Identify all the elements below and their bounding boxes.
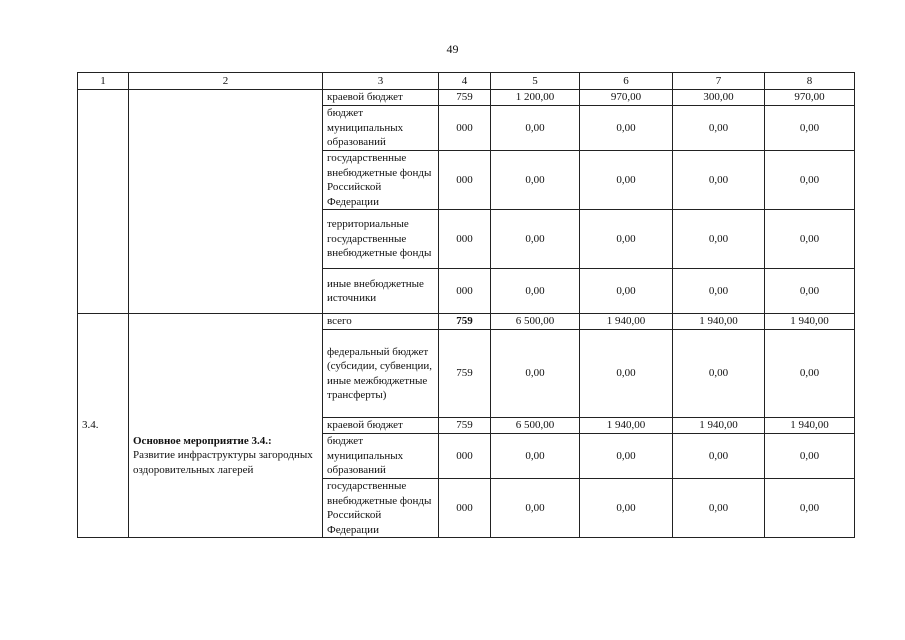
value-cell: 0,00 bbox=[673, 330, 765, 418]
value-cell: 1 940,00 bbox=[673, 418, 765, 434]
value-cell: 1 940,00 bbox=[580, 418, 673, 434]
source-cell: государственные внебюджетные фонды Российской Федерации bbox=[323, 151, 439, 210]
code-cell: 759 bbox=[439, 418, 491, 434]
source-cell: государственные внебюджетные фонды Российской Федерации bbox=[323, 479, 439, 538]
source-cell: краевой бюджет bbox=[323, 90, 439, 106]
value-cell: 0,00 bbox=[491, 330, 580, 418]
value-cell: 0,00 bbox=[765, 106, 855, 151]
header-cell: 5 bbox=[491, 73, 580, 90]
measure-description: Развитие инфраструктуры загородных оздоровительных лагерей bbox=[133, 449, 313, 476]
item-id-cell bbox=[78, 90, 129, 314]
value-cell: 0,00 bbox=[491, 151, 580, 210]
source-cell: бюджет муниципальных образований bbox=[323, 434, 439, 479]
item-description-cell bbox=[129, 90, 323, 314]
value-cell: 1 200,00 bbox=[491, 90, 580, 106]
value-cell: 0,00 bbox=[673, 434, 765, 479]
value-cell: 1 940,00 bbox=[580, 314, 673, 330]
value-cell: 970,00 bbox=[580, 90, 673, 106]
table-row bbox=[78, 90, 855, 106]
value-cell: 300,00 bbox=[673, 90, 765, 106]
value-cell: 0,00 bbox=[673, 269, 765, 314]
header-cell: 8 bbox=[765, 73, 855, 90]
source-cell: бюджет муниципальных образований bbox=[323, 106, 439, 151]
table-row bbox=[78, 314, 855, 330]
value-cell: 0,00 bbox=[673, 106, 765, 151]
value-cell: 0,00 bbox=[580, 269, 673, 314]
value-cell: 6 500,00 bbox=[491, 418, 580, 434]
value-cell: 0,00 bbox=[491, 210, 580, 269]
measure-title: Основное мероприятие 3.4.: bbox=[133, 434, 272, 447]
page-number: 49 bbox=[446, 42, 459, 56]
value-cell: 1 940,00 bbox=[673, 314, 765, 330]
value-cell: 0,00 bbox=[765, 151, 855, 210]
source-cell: всего bbox=[323, 314, 439, 330]
value-cell: 0,00 bbox=[491, 479, 580, 538]
value-cell: 0,00 bbox=[491, 434, 580, 479]
value-cell: 0,00 bbox=[673, 151, 765, 210]
value-cell: 0,00 bbox=[765, 479, 855, 538]
value-cell: 970,00 bbox=[765, 90, 855, 106]
code-cell: 000 bbox=[439, 479, 491, 538]
value-cell: 0,00 bbox=[673, 210, 765, 269]
header-cell: 7 bbox=[673, 73, 765, 90]
header-cell: 1 bbox=[78, 73, 129, 90]
value-cell: 6 500,00 bbox=[491, 314, 580, 330]
header-row bbox=[78, 73, 855, 90]
value-cell: 0,00 bbox=[580, 106, 673, 151]
code-cell: 000 bbox=[439, 151, 491, 210]
value-cell: 0,00 bbox=[580, 151, 673, 210]
code-cell: 759 bbox=[439, 330, 491, 418]
value-cell: 0,00 bbox=[580, 210, 673, 269]
source-cell: федеральный бюджет (субсидии, субвенции, иные межбюджетные трансферты) bbox=[323, 330, 439, 418]
budget-table bbox=[77, 72, 855, 538]
value-cell: 0,00 bbox=[580, 330, 673, 418]
code-cell: 000 bbox=[439, 106, 491, 151]
code-cell: 000 bbox=[439, 269, 491, 314]
source-cell: иные внебюджетные источники bbox=[323, 269, 439, 314]
header-cell: 6 bbox=[580, 73, 673, 90]
source-cell: краевой бюджет bbox=[323, 418, 439, 434]
item-description-cell bbox=[129, 314, 323, 538]
value-cell: 1 940,00 bbox=[765, 418, 855, 434]
code-cell: 000 bbox=[439, 434, 491, 479]
header-cell: 3 bbox=[323, 73, 439, 90]
value-cell: 0,00 bbox=[765, 330, 855, 418]
value-cell: 0,00 bbox=[580, 479, 673, 538]
value-cell: 0,00 bbox=[491, 269, 580, 314]
value-cell: 0,00 bbox=[765, 434, 855, 479]
value-cell: 0,00 bbox=[765, 269, 855, 314]
description-spacer bbox=[133, 374, 318, 434]
code-cell: 759 bbox=[439, 314, 491, 330]
value-cell: 0,00 bbox=[491, 106, 580, 151]
item-id-cell: 3.4. bbox=[78, 314, 129, 538]
value-cell: 1 940,00 bbox=[765, 314, 855, 330]
code-cell: 759 bbox=[439, 90, 491, 106]
code-cell: 000 bbox=[439, 210, 491, 269]
source-cell: территориальные государственные внебюджетные фонды bbox=[323, 210, 439, 269]
value-cell: 0,00 bbox=[580, 434, 673, 479]
value-cell: 0,00 bbox=[673, 479, 765, 538]
header-cell: 2 bbox=[129, 73, 323, 90]
header-cell: 4 bbox=[439, 73, 491, 90]
value-cell: 0,00 bbox=[765, 210, 855, 269]
